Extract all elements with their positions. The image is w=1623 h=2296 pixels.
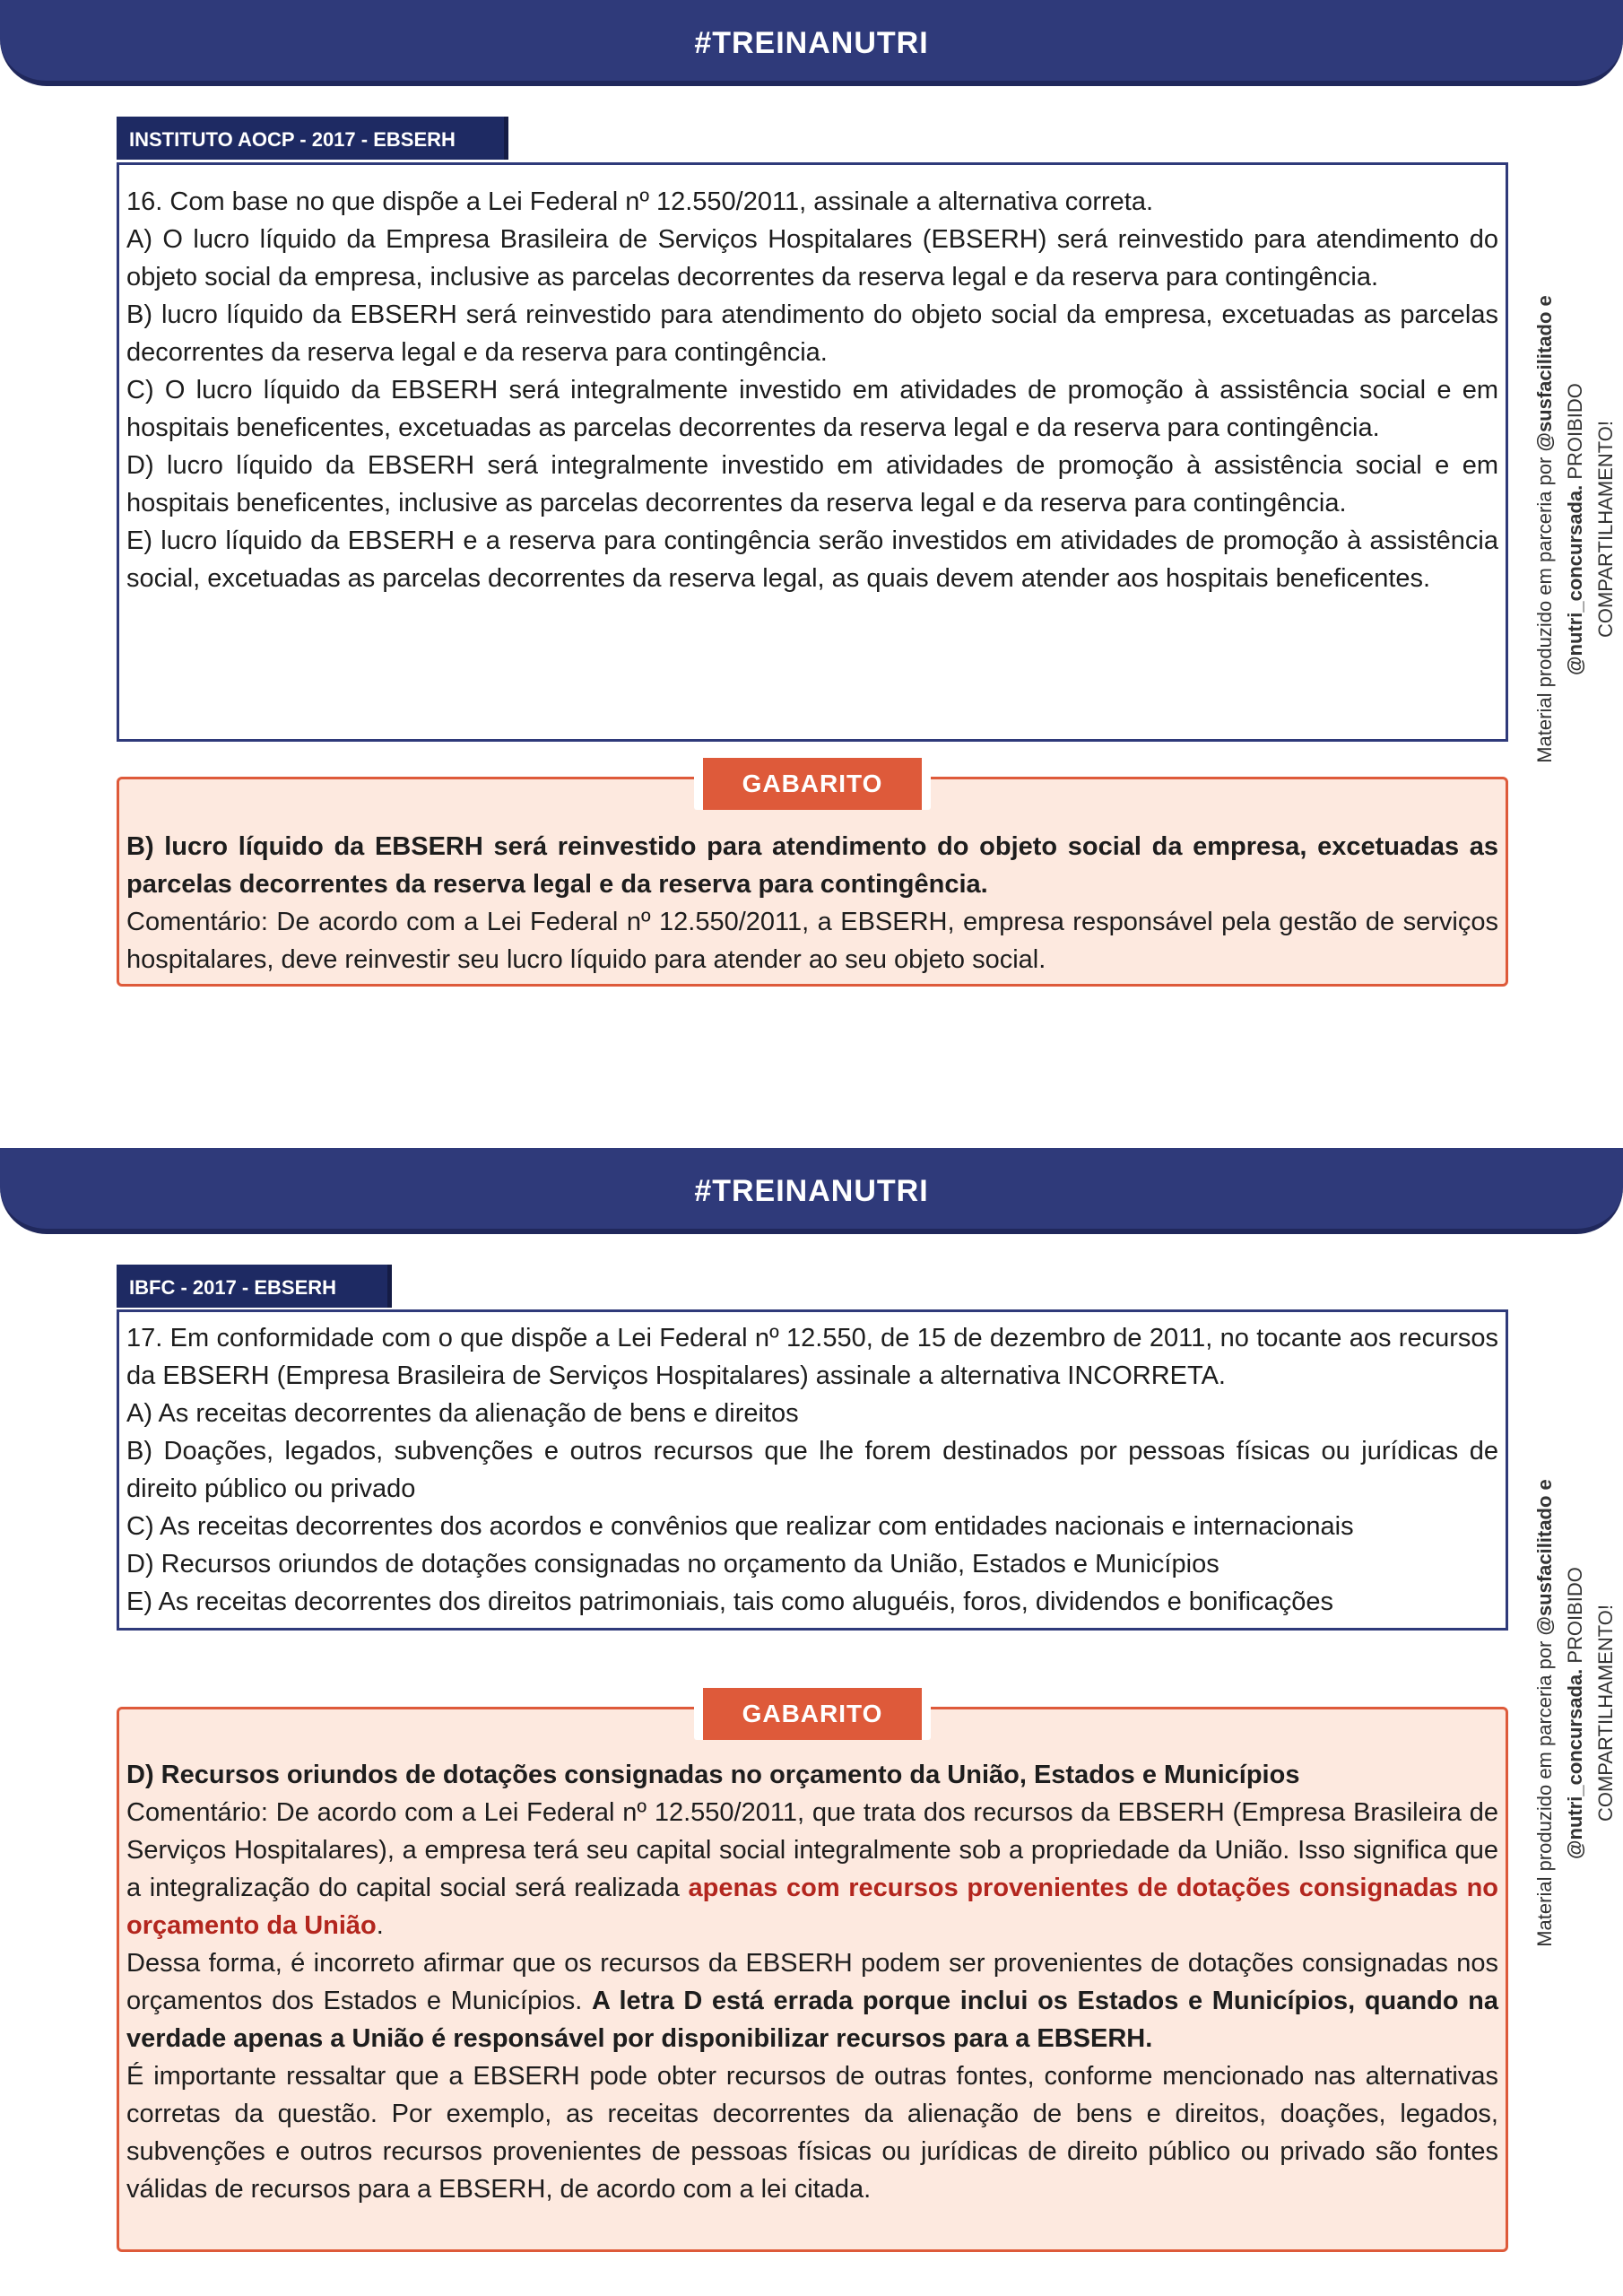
question-statement: 17. Em conformidade com o que dispõe a Lei Federal nº 12.550, de 15 de dezembro de 2011, no tocante aos recursos da EBSERH (Empresa Brasileira de Serviços Hospitalares) assinale a alternativa INCORRETA. [126,1324,1498,1390]
page-banner: #TREINANUTRI [0,1148,1623,1234]
alternative-e: E) As receitas decorrentes dos direitos patrimoniais, tais como aluguéis, foros, dividendos e bonificações [126,1587,1333,1616]
watermark-line-1: Material produzido em parceria por @susfacilitado e [1533,295,1556,763]
question-box [117,162,1508,742]
watermark-line-1: Material produzido em parceria por @susfacilitado e [1533,1479,1556,1947]
source-tag: INSTITUTO AOCP - 2017 - EBSERH [117,117,508,160]
source-tag: IBFC - 2017 - EBSERH [117,1265,392,1308]
question-box [117,1309,1508,1631]
alternative-c: C) As receitas decorrentes dos acordos e convênios que realizar com entidades nacionais e internacionais [126,1512,1354,1541]
answer-title: B) lucro líquido da EBSERH será reinvestido para atendimento do objeto social da empresa, excetuadas as parcelas decorrentes da reserva legal e da reserva para contingência. [126,832,1498,899]
question-statement: 16. Com base no que dispõe a Lei Federal nº 12.550/2011, assinale a alternativa correta. [126,187,1154,216]
answer-comment-1: Comentário: De acordo com a Lei Federal nº 12.550/2011, que trata dos recursos da EBSERH (Empresa Brasileira de Serviços Hospitalares), a empresa terá seu capital social integralmente sob a propriedade da União. Isso significa que a integralização do capital social será realizada apenas com recursos provenientes de dotações consignadas no orçamento da União. [126,1798,1499,1940]
emphasis-text: A letra D está errada porque inclui os Estados e Municípios, quando na verdade apenas a União é responsável por disponibilizar recursos para a EBSERH. [126,1987,1498,2053]
alternative-a: A) As receitas decorrentes da alienação de bens e direitos [126,1399,799,1428]
answer-comment: Comentário: De acordo com a Lei Federal nº 12.550/2011, a EBSERH, empresa responsável pela gestão de serviços hospitalares, deve reinvestir seu lucro líquido para atender ao seu objeto social. [126,908,1498,974]
alternative-e: E) lucro líquido da EBSERH e a reserva para contingência serão investidos em atividades de promoção à assistência social, excetuadas as parcelas decorrentes da reserva legal, as quais devem atender aos hospitais beneficentes. [126,526,1498,593]
watermark-line-2: @nutri_concursada. PROIBIDO COMPARTILHAMENTO! [1564,1567,1617,1859]
side-watermark [1533,1462,1617,1964]
answer-box [117,1700,1508,2252]
alternative-c: C) O lucro líquido da EBSERH será integralmente investido em atividades de promoção à assistência social e em hospitais beneficentes, excetuadas as parcelas decorrentes da reserva legal e da reserva para contingência. [126,376,1498,442]
answer-label: GABARITO [694,758,932,810]
answer-comment-2: Dessa forma, é incorreto afirmar que os recursos da EBSERH podem ser provenientes de dotações consignadas nos orçamentos dos Estados e Municípios. A letra D está errada porque inclui os Estados e Municípios, quando na verdade apenas a União é responsável por disponibilizar recursos para a EBSERH. [126,1949,1498,2053]
alternative-a: A) O lucro líquido da Empresa Brasileira de Serviços Hospitalares (EBSERH) será reinvestido para atendimento do objeto social da empresa, inclusive as parcelas decorrentes da reserva legal e da reserva para contingência. [126,225,1498,291]
alternative-b: B) lucro líquido da EBSERH será reinvestido para atendimento do objeto social da empresa, excetuadas as parcelas decorrentes da reserva legal e da reserva para contingência. [126,300,1498,367]
highlighted-text: apenas com recursos provenientes de dotações consignadas no orçamento da União [126,1874,1499,1940]
answer-comment-3: É importante ressaltar que a EBSERH pode obter recursos de outras fontes, conforme mencionado nas alternativas corretas da questão. Por exemplo, as receitas decorrentes da alienação de bens e direitos, doações, legados, subvenções e outros recursos provenientes de pessoas físicas ou jurídicas de direito público ou privado são fontes válidas de recursos para a EBSERH, de acordo com a lei citada. [126,2062,1498,2204]
answer-box [117,770,1508,987]
side-watermark [1533,278,1617,780]
watermark-line-2: @nutri_concursada. PROIBIDO COMPARTILHAMENTO! [1564,383,1617,675]
alternative-d: D) Recursos oriundos de dotações consignadas no orçamento da União, Estados e Municípios [126,1550,1219,1578]
page-banner: #TREINANUTRI [0,0,1623,86]
alternative-d: D) lucro líquido da EBSERH será integralmente investido em atividades de promoção à assistência social e em hospitais beneficentes, inclusive as parcelas decorrentes da reserva legal e da reserva para contingência. [126,451,1498,517]
alternative-b: B) Doações, legados, subvenções e outros recursos que lhe forem destinados por pessoas físicas ou jurídicas de direito público ou privado [126,1437,1498,1503]
answer-label: GABARITO [694,1688,932,1740]
answer-title: D) Recursos oriundos de dotações consignadas no orçamento da União, Estados e Municípios [126,1761,1300,1789]
